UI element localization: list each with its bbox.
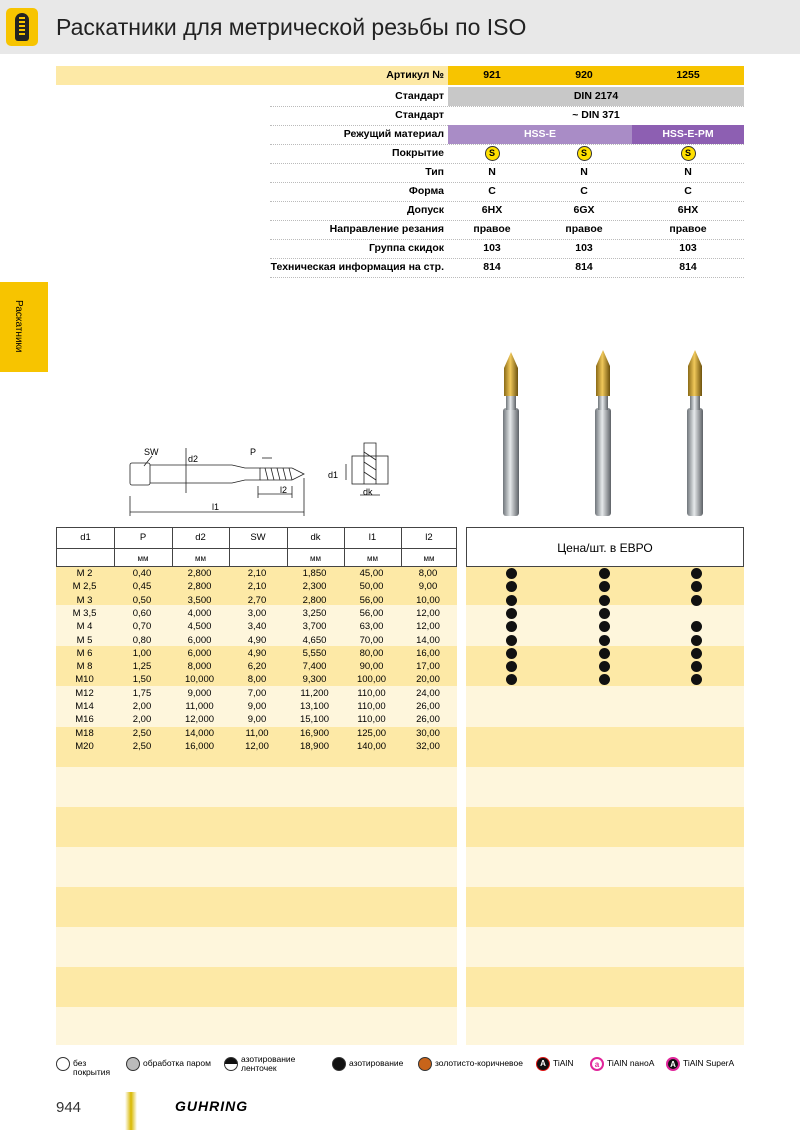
- table-cell: 2,800: [187, 568, 212, 579]
- table-cell: M14: [75, 701, 94, 712]
- table-cell: 4,000: [187, 607, 212, 619]
- table-cell: 3,00: [247, 607, 267, 619]
- property-row: [56, 239, 744, 258]
- table-cell: 63,00: [359, 621, 384, 633]
- property-row: [56, 144, 744, 163]
- table-cell: 2,800: [187, 581, 212, 593]
- table-cell: 2,10: [247, 568, 267, 579]
- tialn-coating-icon: [536, 1057, 550, 1071]
- column-unit: мм: [344, 548, 401, 567]
- table-row: [56, 620, 457, 633]
- row-band: [56, 927, 457, 967]
- property-value: [448, 144, 536, 163]
- table-cell: 56,00: [359, 594, 384, 606]
- coating-s-icon: S: [681, 146, 696, 161]
- property-value: 6HX: [677, 204, 699, 216]
- property-label: Покрытие: [391, 147, 444, 159]
- price-band: [466, 967, 744, 1007]
- column-unit: мм: [401, 548, 457, 567]
- table-cell: M 3: [76, 594, 93, 606]
- table-cell: 5,550: [302, 647, 327, 659]
- table-cell: 3,40: [247, 621, 267, 633]
- table-cell: 4,650: [302, 634, 327, 646]
- row-divider: [270, 277, 744, 278]
- table-cell: 3,250: [302, 607, 327, 619]
- column-unit: мм: [114, 548, 172, 567]
- legend-label: TiAlN SuperA: [683, 1058, 735, 1068]
- table-cell: 11,200: [300, 687, 329, 699]
- table-cell: 12,00: [245, 740, 269, 752]
- column-header: l2: [425, 532, 433, 543]
- price-band: [466, 686, 744, 727]
- table-cell: 90,00: [359, 661, 384, 673]
- table-cell: 11,000: [185, 701, 214, 712]
- table-cell: 110,00: [357, 714, 386, 726]
- column-unit: мм: [172, 548, 229, 567]
- footer-accent: [125, 1092, 137, 1130]
- table-cell: 70,00: [359, 634, 384, 646]
- coating-letter: A: [540, 1059, 546, 1068]
- property-row: [56, 258, 744, 277]
- table-cell: 7,400: [302, 661, 327, 673]
- coating-s-icon: S: [577, 146, 592, 161]
- column-divider: [401, 528, 402, 567]
- property-value: 6GX: [573, 204, 595, 216]
- property-value: 1255: [632, 66, 744, 85]
- property-row: [56, 87, 744, 106]
- column-divider: [344, 528, 345, 567]
- table-cell: 110,00: [357, 687, 386, 699]
- availability-dot[interactable]: [691, 635, 702, 646]
- column-header: SW: [250, 532, 266, 543]
- availability-dot[interactable]: [599, 635, 610, 646]
- coating-letter: A: [670, 1060, 676, 1069]
- table-row: [56, 660, 457, 673]
- table-row: [56, 594, 457, 607]
- property-label: Режущий материал: [343, 128, 444, 140]
- availability-dot[interactable]: [506, 635, 517, 646]
- property-value: правое: [565, 223, 603, 235]
- property-value: N: [488, 166, 496, 178]
- property-row: [56, 220, 744, 239]
- label-dk: dk: [363, 487, 373, 497]
- table-cell: 6,000: [187, 647, 212, 659]
- table-cell: 24,00: [416, 687, 440, 699]
- table-row: [56, 634, 457, 647]
- table-cell: 4,90: [247, 634, 267, 646]
- table-row: [56, 607, 457, 620]
- label-d2: d2: [188, 454, 199, 464]
- brown-coating-icon: [418, 1057, 432, 1071]
- property-row: [56, 106, 744, 125]
- legend-label: золотисто-коричневое: [435, 1058, 523, 1068]
- table-cell: M 3,5: [72, 607, 97, 619]
- tool-photo-1255: [687, 350, 703, 516]
- table-row: [56, 673, 457, 686]
- white-coating-icon: [56, 1057, 70, 1071]
- table-cell: 16,000: [184, 740, 215, 752]
- property-value: [536, 144, 632, 163]
- tap-drawing: [120, 438, 390, 518]
- availability-dot[interactable]: [506, 568, 517, 579]
- header-bar: [0, 0, 800, 54]
- section-tab[interactable]: [0, 282, 48, 372]
- table-cell: 26,00: [416, 701, 440, 712]
- property-value: 921: [448, 66, 536, 85]
- property-label: Допуск: [406, 204, 444, 216]
- table-cell: 0,40: [132, 568, 152, 579]
- property-row: [56, 66, 744, 85]
- table-cell: 10,00: [416, 594, 440, 606]
- row-band: [56, 807, 457, 847]
- table-row: [56, 727, 457, 740]
- tool-photo-920: [595, 350, 611, 516]
- table-cell: M16: [75, 714, 94, 726]
- table-cell: 1,50: [132, 674, 152, 686]
- table-row: [56, 700, 457, 713]
- table-cell: 9,000: [187, 687, 212, 699]
- table-row: [56, 567, 457, 580]
- property-row: [56, 182, 744, 201]
- legend-label: TiAlN: [553, 1058, 574, 1068]
- column-unit: [229, 548, 287, 567]
- table-cell: 80,00: [359, 647, 384, 659]
- table-cell: M 2: [76, 568, 93, 579]
- table-row: [56, 740, 457, 753]
- table-cell: 2,00: [132, 714, 152, 726]
- table-cell: 6,20: [247, 661, 267, 673]
- table-cell: 9,00: [247, 714, 267, 726]
- table-cell: 0,70: [132, 621, 152, 633]
- table-cell: 26,00: [416, 714, 440, 726]
- property-label: Форма: [408, 185, 444, 197]
- property-row: [56, 163, 744, 182]
- table-cell: 2,300: [302, 581, 327, 593]
- property-value: 814: [483, 261, 501, 273]
- tool-photos: [480, 348, 740, 520]
- table-cell: 100,00: [356, 674, 387, 686]
- page-title: Раскатники для метрической резьбы по ISO: [56, 14, 527, 40]
- property-label: Стандарт: [395, 90, 444, 102]
- column-divider: [229, 528, 230, 567]
- page-number: 944: [56, 1099, 82, 1116]
- property-label: Группа скидок: [369, 242, 444, 254]
- table-cell: 17,00: [416, 661, 440, 673]
- table-cell: 1,75: [132, 687, 152, 699]
- brand-logo: GUHRING: [175, 1098, 249, 1114]
- property-value: 103: [575, 242, 593, 254]
- table-cell: 14,00: [416, 634, 440, 646]
- property-value: 920: [536, 66, 632, 85]
- table-cell: 9,300: [302, 674, 327, 686]
- table-cell: M12: [75, 687, 94, 699]
- table-cell: 0,50: [132, 594, 152, 606]
- column-header: l1: [368, 532, 377, 543]
- table-cell: 0,60: [132, 607, 152, 619]
- grey-coating-icon: [126, 1057, 140, 1071]
- label-l1: l1: [212, 502, 220, 512]
- row-band: [56, 1007, 457, 1045]
- property-label: Направление резания: [329, 223, 444, 235]
- section-tab-label: Раскатники: [13, 300, 24, 353]
- price-band: [466, 1007, 744, 1045]
- column-header: P: [139, 532, 147, 543]
- price-band: [466, 727, 744, 767]
- table-cell: 2,10: [247, 581, 267, 593]
- column-header: d1: [80, 532, 91, 543]
- table-cell: 12,000: [184, 714, 215, 726]
- property-value: 103: [679, 242, 697, 254]
- label-l2: l2: [280, 485, 288, 495]
- table-cell: M20: [75, 740, 94, 752]
- property-value: C: [580, 185, 588, 197]
- table-cell: 9,00: [247, 701, 267, 712]
- table-cell: M 8: [76, 661, 93, 673]
- availability-dot[interactable]: [691, 648, 702, 659]
- availability-dot[interactable]: [691, 595, 702, 606]
- label-p: P: [250, 447, 257, 457]
- nanoa-coating-icon: [590, 1057, 604, 1071]
- table-cell: 2,50: [132, 727, 152, 739]
- table-cell: 11,00: [245, 727, 269, 739]
- table-cell: 2,00: [132, 701, 152, 712]
- property-value: DIN 2174: [448, 87, 744, 106]
- property-value: HSS-E: [448, 125, 632, 144]
- table-cell: 16,00: [416, 647, 440, 659]
- table-cell: 18,900: [299, 740, 330, 752]
- table-cell: 4,500: [187, 621, 212, 633]
- half-coating-icon: [224, 1057, 238, 1071]
- price-band: [466, 927, 744, 967]
- column-header: d2: [195, 532, 206, 543]
- table-header: [56, 527, 457, 567]
- table-cell: 2,800: [302, 594, 327, 606]
- legend-label: обработка паром: [143, 1058, 211, 1068]
- availability-dot[interactable]: [506, 648, 517, 659]
- price-band: [466, 807, 744, 847]
- table-cell: 50,00: [359, 581, 384, 593]
- property-label: Стандарт: [395, 109, 444, 121]
- table-cell: 13,100: [299, 701, 330, 712]
- price-header: Цена/шт. в ЕВРО: [466, 527, 744, 567]
- table-cell: M18: [75, 727, 94, 739]
- table-cell: 14,000: [184, 727, 215, 739]
- row-band: [56, 967, 457, 1007]
- availability-dot[interactable]: [506, 608, 517, 619]
- row-band: [56, 887, 457, 927]
- property-label: Техническая информация на стр.: [270, 261, 444, 273]
- table-cell: 4,90: [247, 647, 267, 659]
- table-cell: M10: [75, 674, 94, 686]
- table-cell: 1,850: [302, 568, 327, 579]
- property-value: [632, 144, 744, 163]
- property-label: Артикул №: [386, 69, 444, 81]
- tap-logo-icon: [6, 8, 38, 46]
- column-divider: [287, 528, 288, 567]
- table-cell: 125,00: [356, 727, 387, 739]
- availability-dot[interactable]: [599, 648, 610, 659]
- availability-dot[interactable]: [691, 568, 702, 579]
- table-cell: 56,00: [359, 607, 384, 619]
- price-band: [466, 887, 744, 927]
- table-cell: 15,100: [299, 714, 330, 726]
- table-cell: M 4: [76, 621, 93, 633]
- row-band: [56, 767, 457, 807]
- table-row: [56, 687, 457, 700]
- table-cell: 1,00: [132, 647, 152, 659]
- availability-dot[interactable]: [506, 595, 517, 606]
- price-band: [466, 847, 744, 887]
- availability-dot[interactable]: [599, 568, 610, 579]
- table-cell: 45,00: [359, 568, 384, 579]
- table-cell: 20,00: [416, 674, 440, 686]
- tool-photo-921: [503, 352, 519, 516]
- column-header: dk: [310, 532, 321, 543]
- legend-label: азотирование ленточек: [241, 1054, 296, 1073]
- property-value: правое: [473, 223, 511, 235]
- property-value: N: [580, 166, 588, 178]
- property-label: Тип: [425, 166, 444, 178]
- row-band: [56, 847, 457, 887]
- property-value: ~ DIN 371: [572, 109, 620, 121]
- table-row: [56, 713, 457, 726]
- availability-dot[interactable]: [599, 595, 610, 606]
- table-cell: 110,00: [357, 701, 386, 712]
- legend-label: без покрытия: [73, 1058, 111, 1077]
- table-cell: 0,45: [132, 581, 152, 593]
- table-cell: 0,80: [132, 634, 152, 646]
- table-cell: 2,50: [132, 740, 152, 752]
- property-value: 814: [575, 261, 593, 273]
- column-divider: [172, 528, 173, 567]
- property-value: C: [684, 185, 692, 197]
- property-value: 103: [483, 242, 501, 254]
- table-cell: M 6: [76, 647, 93, 659]
- supera-coating-icon: [666, 1057, 680, 1071]
- property-value: C: [488, 185, 496, 197]
- legend-label: азотирование: [349, 1058, 404, 1068]
- table-cell: M 2,5: [72, 581, 97, 593]
- table-cell: 30,00: [416, 727, 440, 739]
- legend-label: TiAlN naноА: [607, 1058, 655, 1068]
- property-row: [56, 125, 744, 144]
- property-value: 6HX: [481, 204, 503, 216]
- table-cell: 10,000: [184, 674, 215, 686]
- table-cell: 12,00: [416, 621, 440, 633]
- column-unit: мм: [287, 548, 344, 567]
- table-cell: M 5: [76, 634, 93, 646]
- label-d1: d1: [328, 470, 339, 480]
- table-row: [56, 580, 457, 593]
- table-cell: 8,00: [418, 568, 438, 579]
- table-cell: 32,00: [416, 740, 440, 752]
- property-row: [56, 201, 744, 220]
- table-cell: 8,000: [187, 661, 212, 673]
- column-unit: [57, 548, 114, 567]
- availability-dot[interactable]: [599, 608, 610, 619]
- table-row: [56, 647, 457, 660]
- column-divider: [114, 528, 115, 567]
- property-value: правое: [669, 223, 707, 235]
- table-cell: 3,700: [302, 621, 327, 633]
- coating-letter: a: [594, 1060, 600, 1069]
- table-cell: 8,00: [247, 674, 267, 686]
- price-band: [466, 767, 744, 807]
- table-cell: 12,00: [416, 607, 440, 619]
- table-cell: 1,25: [132, 661, 152, 673]
- table-cell: 7,00: [247, 687, 267, 699]
- black-coating-icon: [332, 1057, 346, 1071]
- table-cell: 2,70: [247, 594, 267, 606]
- table-cell: 140,00: [356, 740, 387, 752]
- coating-s-icon: S: [485, 146, 500, 161]
- label-sw: SW: [144, 447, 159, 457]
- table-cell: 3,500: [187, 594, 212, 606]
- table-cell: 9,00: [418, 581, 438, 593]
- table-cell: 6,000: [187, 634, 212, 646]
- table-cell: 16,900: [299, 727, 330, 739]
- property-value: 814: [679, 261, 697, 273]
- property-value: N: [684, 166, 692, 178]
- property-value: HSS-E-PM: [632, 125, 744, 144]
